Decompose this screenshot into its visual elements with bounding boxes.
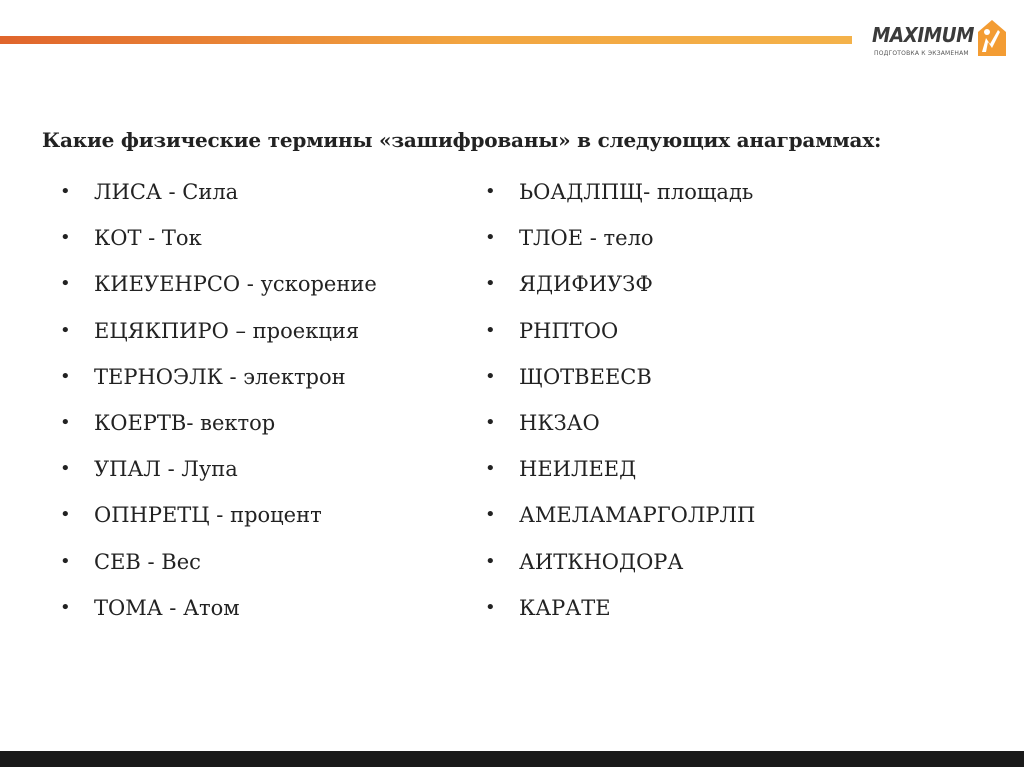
logo-wordmark: MAXIMUM — [872, 23, 974, 47]
list-item-text: КАРАТЕ — [519, 595, 611, 620]
bullet-icon: • — [485, 596, 496, 618]
bullet-icon: • — [485, 319, 496, 341]
bullet-icon: • — [60, 365, 71, 387]
list-item-text: КИЕУЕНРСО - ускорение — [94, 272, 377, 297]
list-item-text: АИТКНОДОРА — [519, 549, 684, 574]
bullet-icon: • — [60, 319, 71, 341]
list-item-text: ЩОТВЕЕСВ — [519, 364, 652, 389]
list-item — [60, 542, 377, 588]
bullet-icon: • — [60, 411, 71, 433]
list-item — [485, 588, 755, 634]
list-item — [485, 403, 755, 449]
list-item — [60, 172, 377, 218]
bullet-icon: • — [485, 411, 496, 433]
anagram-list-left — [60, 172, 377, 634]
list-item — [60, 218, 377, 264]
list-item — [60, 495, 377, 541]
list-item-text: ТЕРНОЭЛК - электрон — [94, 364, 346, 389]
list-item-text: ЕЦЯКПИРО – проекция — [94, 318, 360, 343]
list-item — [485, 542, 755, 588]
list-item-text: УПАЛ - Лупа — [94, 457, 238, 482]
list-item — [485, 495, 755, 541]
bullet-icon: • — [485, 504, 496, 526]
list-item — [485, 311, 755, 357]
bullet-icon: • — [60, 596, 71, 618]
footer-bar — [0, 751, 1024, 767]
list-item — [485, 264, 755, 310]
bullet-icon: • — [485, 181, 496, 202]
brand-logo — [872, 16, 1012, 66]
list-item-text: АМЕЛАМАРГОЛРЛП — [519, 503, 756, 528]
list-item — [485, 172, 755, 218]
list-item — [485, 449, 755, 495]
bullet-icon: • — [485, 550, 496, 572]
header-accent-bar — [0, 36, 852, 44]
list-item — [60, 403, 377, 449]
list-item-text: НКЗАО — [519, 410, 600, 435]
house-person-icon — [974, 18, 1008, 58]
list-item-text: ОПНРЕТЦ - процент — [94, 503, 322, 528]
bullet-icon: • — [60, 273, 71, 295]
list-item — [60, 588, 377, 634]
list-item-text: ЛИСА - Сила — [94, 180, 239, 204]
list-item — [485, 357, 755, 403]
list-item-text: НЕИЛЕЕД — [519, 457, 637, 482]
list-item-text: ТОМА - Атом — [94, 595, 240, 620]
list-item-text: КОТ - Ток — [94, 226, 202, 251]
list-item — [60, 449, 377, 495]
bullet-icon: • — [485, 365, 496, 387]
list-item — [485, 218, 755, 264]
list-item-text: РНПТОО — [519, 318, 619, 343]
bullet-icon: • — [60, 227, 71, 249]
list-item-text: КОЕРТВ- вектор — [94, 410, 276, 435]
bullet-icon: • — [485, 458, 496, 480]
bullet-icon: • — [60, 504, 71, 526]
anagram-list-right — [485, 172, 755, 634]
bullet-icon: • — [60, 458, 71, 480]
list-item — [60, 311, 377, 357]
bullet-icon: • — [485, 227, 496, 249]
list-item-text: ТЛОЕ - тело — [519, 226, 654, 251]
logo-tagline: ПОДГОТОВКА К ЭКЗАМЕНАМ — [874, 50, 969, 57]
bullet-icon: • — [60, 550, 71, 572]
list-item-text: СЕВ - Вес — [94, 549, 201, 574]
list-item — [60, 264, 377, 310]
list-item-text: ЬОАДЛПЩ- площадь — [519, 180, 754, 204]
bullet-icon: • — [485, 273, 496, 295]
bullet-icon: • — [60, 181, 71, 202]
list-item-text: ЯДИФИУЗФ — [519, 272, 653, 297]
slide-title: Какие физические термины «зашифрованы» в следующих анаграммах: — [42, 128, 882, 152]
list-item — [60, 357, 377, 403]
